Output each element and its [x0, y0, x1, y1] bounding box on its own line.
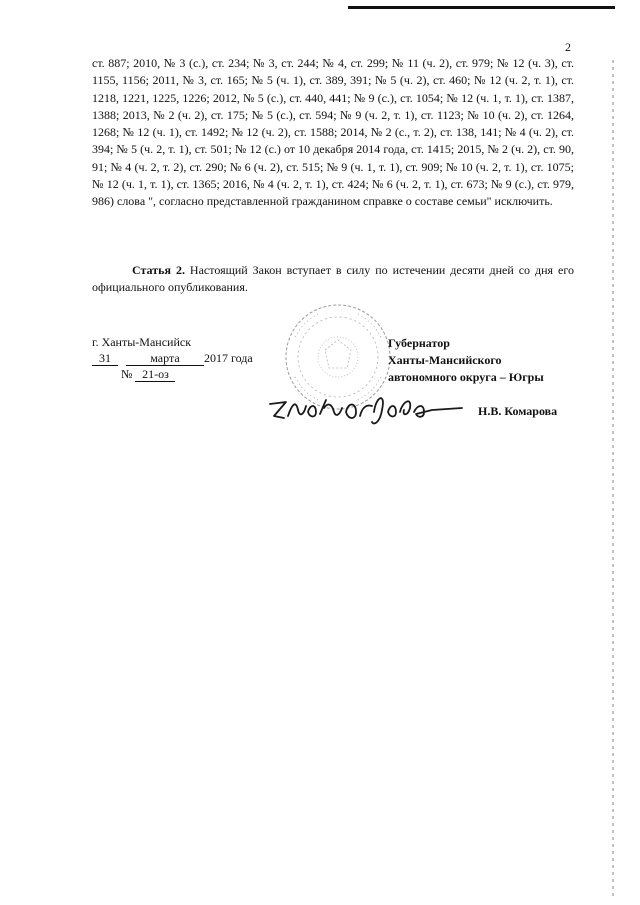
- governor-title: [388, 335, 544, 386]
- law-number-value: 21-оз: [135, 368, 175, 382]
- page-edge-dots: [612, 60, 614, 900]
- article-text: Настоящий Закон вступает в силу по истечении десяти дней со дня его официального опубликования.: [92, 263, 574, 295]
- signing-date: [92, 351, 253, 366]
- body-paragraph: ст. 887; 2010, № 3 (с.), ст. 234; № 3, ст. 244; № 4, ст. 299; № 11 (ч. 2), ст. 979; № 12 (ч. 3), ст. 1155, 1156; 2011, № 3, ст. 165; № 5 (ч. 1), ст. 389, 391; № 5 (ч. 2), ст. 460; № 12 (ч. 2, т. 1), ст. 1218, 1221, 1225, 1226; 2012, № 5 (с.), ст. 440, 441; № 9 (с.), ст. 1054; № 12 (ч. 1, т. 1), ст. 1387, 1388; 2013, № 2 (ч. 2), ст. 175; № 5 (с.), ст. 594; № 9 (ч. 2, т. 1), ст. 1123; № 10 (ч. 2), ст. 1264, 1268; № 12 (ч. 1), ст. 1492; № 12 (ч. 2), ст. 1588; 2014, № 2 (с., т. 2), ст. 138, 141; № 4 (ч. 2), ст. 394; № 5 (ч. 2, т. 1), ст. 501; № 12 (с.) от 10 декабря 2014 года, ст. 1415; 2015, № 2 (ч. 2), ст. 90, 91; № 4 (ч. 2, т. 2), ст. 290; № 6 (ч. 2), ст. 515; № 9 (ч. 1, т. 1), ст. 909; № 10 (ч. 2, т. 1), ст. 1075; № 12 (ч. 1, т. 1), ст. 1365; 2016, № 4 (ч. 2, т. 1), ст. 424; № 6 (ч. 2, т. 1), ст. 673; № 9 (с.), ст. 979, 986) слова ", согласно представленной гражданином справке о составе семьи" исключить.: [92, 56, 574, 209]
- date-day: 31: [92, 352, 118, 366]
- law-number: [121, 367, 175, 382]
- page-number: 2: [565, 40, 571, 54]
- governor-title-line2: Ханты-Мансийского: [388, 353, 502, 367]
- handwritten-signature: [262, 382, 472, 432]
- article-heading: Статья 2.: [132, 263, 185, 277]
- governor-title-line3: автономного округа – Югры: [388, 370, 544, 384]
- governor-title-line1: Губернатор: [388, 336, 450, 350]
- date-year: 2017 года: [204, 351, 253, 365]
- article-2-paragraph: [92, 262, 574, 297]
- law-number-prefix: №: [121, 367, 133, 381]
- governor-name: Н.В. Комарова: [478, 404, 558, 418]
- top-rule: [348, 6, 615, 9]
- date-month: марта: [126, 352, 204, 366]
- signing-place: г. Ханты-Мансийск: [92, 335, 192, 349]
